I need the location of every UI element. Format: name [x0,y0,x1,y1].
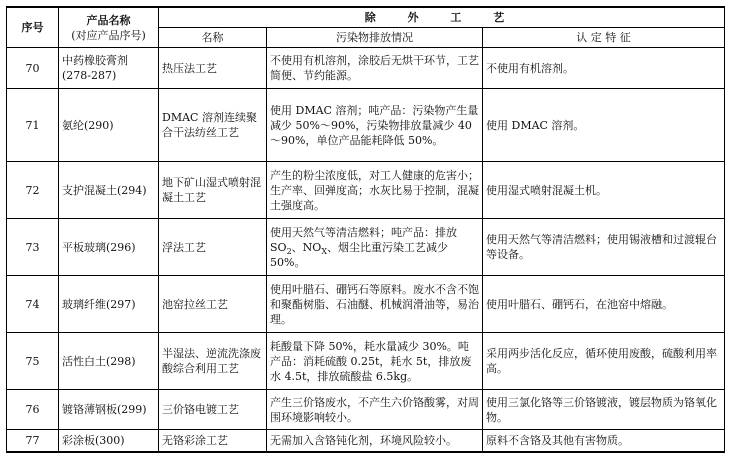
table-row [7,390,725,430]
row-index: 77 [7,430,59,452]
row-index: 71 [7,89,59,162]
row-feature: 使用叶腊石、硼钙石，在池窑中熔融。 [483,276,725,333]
row-process-name: 半湿法、逆流洗涤废酸综合利用工艺 [159,333,267,390]
header-exempt-process: 除 外 工 艺 [159,7,725,28]
row-process-name: 三价铬电镀工艺 [159,390,267,430]
row-product: 平板玻璃(296) [59,219,159,276]
row-index: 70 [7,48,59,89]
row-feature: 采用两步活化反应，循环使用废酸，硫酸利用率高。 [483,333,725,390]
header-index: 序号 [7,7,59,48]
row-product: 彩涂板(300) [59,430,159,452]
row-process-name: 池窑拉丝工艺 [159,276,267,333]
pollution-text-a: 使用天然气等清洁燃料；吨产品：排放 SO [270,225,457,254]
row-index: 76 [7,390,59,430]
header-name: 名称 [159,28,267,48]
row-product: 镀铬薄钢板(299) [59,390,159,430]
row-index: 75 [7,333,59,390]
row-product: 中药橡胶膏剂(278-287) [59,48,159,89]
header-product [59,7,159,48]
row-product: 支护混凝土(294) [59,162,159,219]
row-process-name: 热压法工艺 [159,48,267,89]
table-row [7,89,725,162]
row-process-name: 地下矿山湿式喷射混凝土工艺 [159,162,267,219]
header-feature: 认 定 特 征 [483,28,725,48]
table-row [7,430,725,452]
row-pollution: 无需加入含铬钝化剂，环境风险较小。 [267,430,483,452]
row-pollution: 产生三价铬废水，不产生六价铬酸雾，对周围环境影响较小。 [267,390,483,430]
so2-subscript: 2 [286,246,292,256]
row-pollution [267,219,483,276]
row-feature: 使用 DMAC 溶剂。 [483,89,725,162]
table-row [7,48,725,89]
row-product: 氨纶(290) [59,89,159,162]
header-row [7,7,725,28]
row-process-name: 浮法工艺 [159,219,267,276]
table-row [7,219,725,276]
row-product: 玻璃纤维(297) [59,276,159,333]
header-pollution: 污染物排放情况 [267,28,483,48]
document [6,6,725,453]
row-pollution: 产生的粉尘浓度低，对工人健康的危害小；生产率、回弹度高；水灰比易于控制，混凝土强度高。 [267,162,483,219]
row-pollution: 使用 DMAC 溶剂；吨产品：污染物产生量减少 50%～90%，污染物排放量减少 40～90%，单位产品能耗降低 50%。 [267,89,483,162]
pollution-text-b: 、NO [291,240,322,254]
header-product-subtitle: (对应产品序号) [71,28,146,42]
row-index: 73 [7,219,59,276]
row-pollution: 使用叶腊石、硼钙石等原料。废水不含不饱和聚酯树脂、石油醚、机械润滑油等，易治理。 [267,276,483,333]
process-table [6,6,725,453]
row-feature: 原料不含铬及其他有害物质。 [483,430,725,452]
row-process-name: 无铬彩涂工艺 [159,430,267,452]
row-feature: 使用天然气等清洁燃料；使用锡液槽和过渡辊台等设备。 [483,219,725,276]
row-feature: 使用湿式喷射混凝土机。 [483,162,725,219]
table-row [7,276,725,333]
row-feature: 使用三氯化铬等三价铬镀液，镀层物质为铬氧化物。 [483,390,725,430]
row-pollution: 不使用有机溶剂，涂胶后无烘干环节，工艺简便、节约能源。 [267,48,483,89]
row-process-name: DMAC 溶剂连续聚合干法纺丝工艺 [159,89,267,162]
row-product: 活性白土(298) [59,333,159,390]
nox-subscript: X [321,246,328,256]
row-index: 74 [7,276,59,333]
row-pollution: 耗酸量下降 50%，耗水量减少 30%。吨产品：消耗硫酸 0.25t，耗水 5t，排放废水 4.5t，排放硫酸盐 6.5kg。 [267,333,483,390]
row-feature: 不使用有机溶剂。 [483,48,725,89]
header-product-title: 产品名称 [86,13,131,27]
table-row [7,333,725,390]
table-row [7,162,725,219]
pollution-text-c: 、烟尘比重污染工艺减少 50%。 [270,240,449,269]
row-index: 72 [7,162,59,219]
